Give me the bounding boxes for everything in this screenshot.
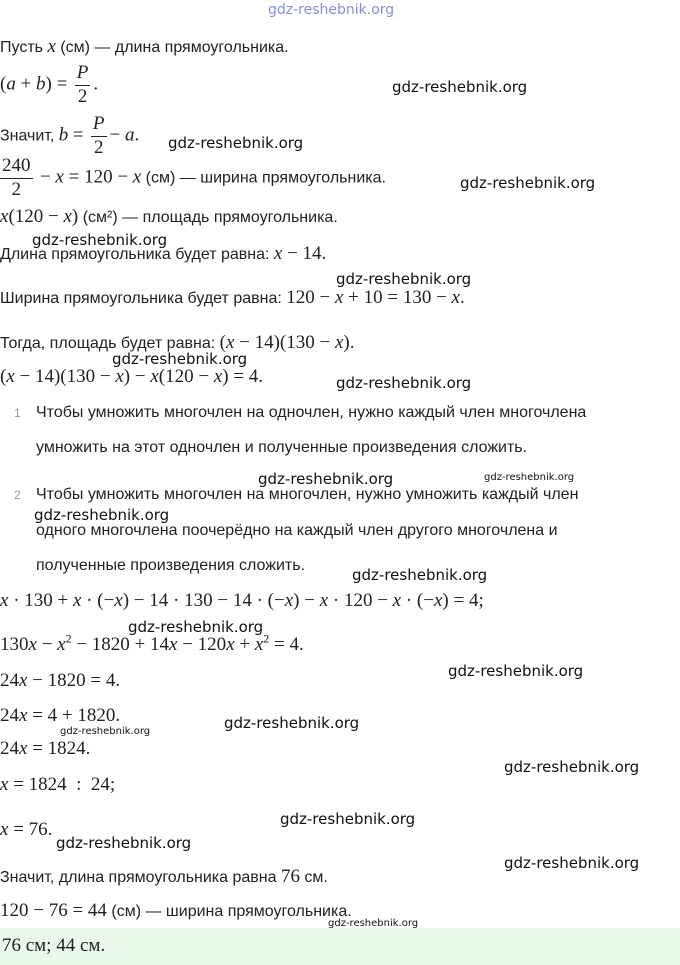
watermark: gdz-reshebnik.org [112,350,248,368]
watermark: gdz-reshebnik.org [460,174,596,192]
line-13: 24x = 4 + 1820. [0,705,121,726]
watermark: gdz-reshebnik.org [34,506,170,524]
watermark: gdz-reshebnik.org [448,662,584,680]
watermark: gdz-reshebnik.org [336,374,472,392]
line-5: x(120 − x) (см²) — площадь прямоугольника. [0,206,338,227]
watermark: gdz-reshebnik.org [60,726,151,737]
line-9: (x − 14)(130 − x) − x(120 − x) = 4. [0,366,264,387]
answer-bar [0,928,680,965]
watermark: gdz-reshebnik.org [484,472,575,483]
line-11: $130x - x^2 - 1820 + 14x - 120x + x^2 = 4$. [0,632,304,656]
line-3: Значит, b = $\frac{P}{2}$ − a. [0,113,140,158]
line-1: Пусть x (см) — длина прямоугольника. [0,36,289,57]
watermark: gdz-reshebnik.org [336,270,472,288]
line-2: (a + b) = $\frac{P}{2}$ . [0,62,99,107]
watermark: gdz-reshebnik.org [224,714,360,732]
watermark: gdz-reshebnik.org [258,470,394,488]
rule-1-line-2: умножить на этот одночлен и полученные произведения сложить. [36,439,528,456]
watermark: gdz-reshebnik.org [56,834,192,852]
line-17: Значит, длина прямоугольника равна 76 см. [0,866,328,887]
rule-2-line-3: полученные произведения сложить. [36,557,305,574]
line-10: x · 130 + x · (−x) − 14 · 130 − 14 · (−x) − x · 120 − x · (−x) = 4; [0,590,484,611]
watermark-top: gdz-reshebnik.org [268,2,395,18]
watermark: gdz-reshebnik.org [280,810,416,828]
line-12: 24x − 1820 = 4. [0,670,121,691]
rule-number: 2 [14,488,21,502]
watermark: gdz-reshebnik.org [168,134,304,152]
line-4: $\frac{240}{2}$ − x = 120 − x (см) — ширина прямоугольника. [2,155,386,200]
rule-1-line-1: Чтобы умножить многочлен на одночлен, нужно каждый член многочлена [36,404,587,421]
line-6: Длина прямоугольника будет равна: x − 14. [0,243,327,264]
rule-number: 1 [14,406,21,420]
line-7: Ширина прямоугольника будет равна: 120 − x + 10 = 130 − x. [0,287,465,308]
line-15: x = 1824 : 24; [0,774,116,795]
line-14: 24x = 1824. [0,738,91,759]
watermark: gdz-reshebnik.org [328,918,419,929]
rule-2-line-1: Чтобы умножить многочлен на многочлен, нужно умножить каждый член [36,486,579,503]
watermark: gdz-reshebnik.org [352,566,488,584]
watermark: gdz-reshebnik.org [504,758,640,776]
rule-2-line-2: одного многочлена поочерёдно на каждый член другого многочлена и [36,522,558,539]
line-8: Тогда, площадь будет равна: (x − 14)(130 − x). [0,332,355,353]
watermark: gdz-reshebnik.org [128,618,264,636]
line-18: 120 − 76 = 44 (см) — ширина прямоугольника. [0,900,352,921]
watermark: gdz-reshebnik.org [32,231,168,249]
line-16: x = 76. [0,819,53,840]
answer-text: 76 см; 44 см. [2,935,106,956]
watermark: gdz-reshebnik.org [392,78,528,96]
watermark: gdz-reshebnik.org [504,854,640,872]
